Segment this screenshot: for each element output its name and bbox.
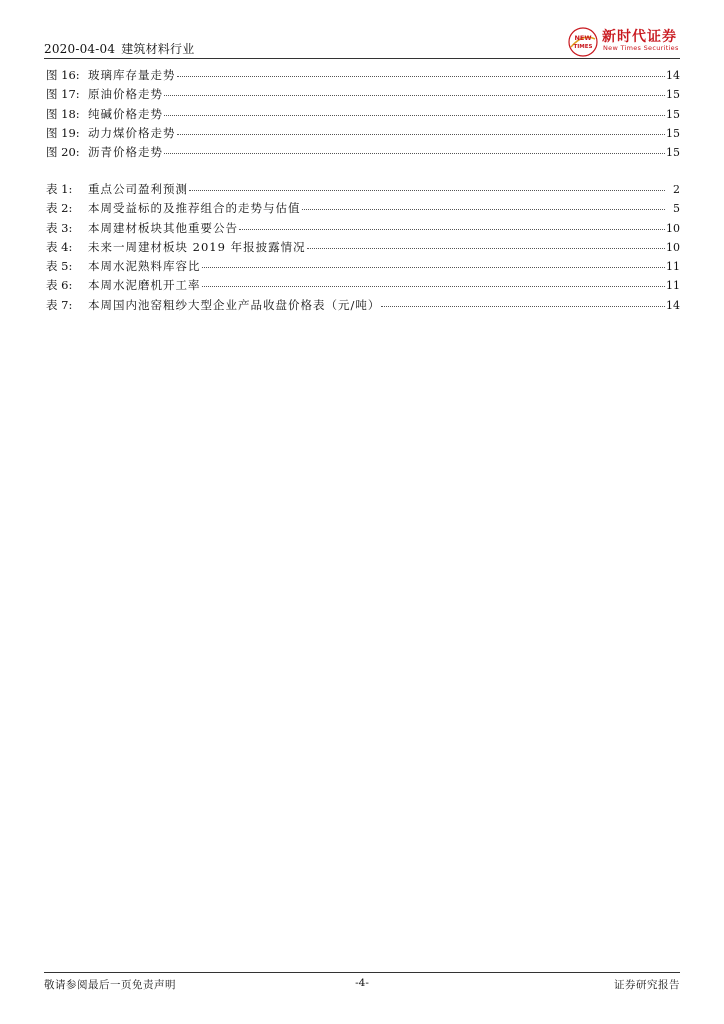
logo-mark-bottom: TIMES — [573, 44, 593, 50]
page-footer — [44, 974, 680, 994]
toc-entry-figure-18[interactable] — [46, 105, 680, 124]
toc-label: 表 3: — [46, 220, 73, 235]
toc-page-number: 14 — [666, 69, 680, 82]
toc-title: 本周国内池窑粗纱大型企业产品收盘价格表（元/吨） — [88, 297, 381, 312]
toc-title: 玻璃库存量走势 — [88, 68, 176, 82]
toc-title: 纯碱价格走势 — [88, 106, 163, 121]
toc-page-number: 15 — [666, 88, 680, 102]
toc-page-number: 5 — [673, 202, 680, 216]
figure-list — [46, 66, 680, 162]
toc-leader — [381, 305, 665, 307]
toc-title: 本周水泥熟料库容比 — [88, 259, 201, 274]
footer-report-type: 证券研究报告 — [614, 979, 680, 991]
toc-entry-table-5[interactable] — [46, 257, 680, 276]
toc-leader — [164, 152, 665, 154]
toc-entry-table-1[interactable] — [46, 180, 680, 199]
toc-entry-figure-17[interactable] — [46, 85, 680, 104]
table-list — [46, 180, 680, 315]
toc-page-number: 15 — [666, 126, 680, 140]
toc-label: 表 5: — [46, 259, 73, 274]
toc-label: 图 18: — [46, 106, 80, 121]
toc-label: 表 4: — [46, 239, 73, 254]
toc-entry-table-6[interactable] — [46, 276, 680, 295]
toc-label: 图 16: — [46, 68, 80, 82]
toc-leader — [307, 247, 665, 249]
toc-page-number: 11 — [666, 279, 680, 293]
toc-title: 未来一周建材板块 2019 年报披露情况 — [88, 239, 306, 254]
toc-label: 表 7: — [46, 297, 73, 312]
toc-entry-figure-16[interactable] — [46, 66, 680, 85]
toc-leader — [302, 208, 666, 210]
toc-entry-figure-19[interactable] — [46, 124, 680, 143]
toc-entry-table-7[interactable] — [46, 296, 680, 315]
toc-leader — [239, 228, 665, 230]
toc-title: 本周水泥磨机开工率 — [88, 278, 201, 293]
toc-title: 重点公司盈利预测 — [88, 182, 188, 196]
toc-entry-table-2[interactable] — [46, 199, 680, 218]
toc-label: 表 1: — [46, 182, 73, 196]
toc-title: 原油价格走势 — [88, 87, 163, 102]
toc-entry-table-4[interactable] — [46, 238, 680, 257]
company-logo — [568, 24, 680, 58]
toc-leader — [177, 75, 666, 77]
toc-title: 动力煤价格走势 — [88, 125, 176, 140]
footer-divider — [44, 972, 680, 973]
footer-page-number: -4- — [355, 977, 369, 989]
header-title — [44, 40, 194, 57]
toc-title: 本周建材板块其他重要公告 — [88, 220, 238, 235]
toc-leader — [177, 133, 666, 135]
toc-entry-figure-20[interactable] — [46, 143, 680, 162]
page-header — [44, 24, 680, 60]
header-industry: 建筑材料行业 — [121, 42, 195, 56]
toc-page-number: 10 — [666, 240, 680, 254]
toc-label: 图 17: — [46, 87, 80, 102]
header-divider — [44, 58, 680, 59]
header-date: 2020-04-04 — [44, 42, 116, 56]
toc-leader — [202, 266, 666, 268]
footer-disclaimer: 敬请参阅最后一页免责声明 — [44, 979, 176, 991]
toc-page-number: 2 — [673, 183, 680, 196]
toc-page-number: 11 — [666, 260, 680, 274]
logo-mark-top: NEW — [574, 34, 592, 42]
toc-title: 本周受益标的及推荐组合的走势与估值 — [88, 201, 301, 216]
logo-name-cn: 新时代证券 — [602, 29, 677, 45]
toc-title: 沥青价格走势 — [88, 145, 163, 160]
toc-leader — [202, 285, 666, 287]
logo-name-en: New Times Securities — [603, 44, 679, 52]
toc-leader — [164, 94, 665, 96]
logo-mark-icon — [568, 27, 598, 57]
toc-label: 图 20: — [46, 145, 80, 160]
toc-leader — [189, 189, 665, 191]
toc-page-number: 15 — [666, 146, 680, 160]
toc-label: 图 19: — [46, 125, 80, 140]
toc-label: 表 2: — [46, 201, 73, 216]
toc-label: 表 6: — [46, 278, 73, 293]
toc-entry-table-3[interactable] — [46, 219, 680, 238]
toc-page-number: 10 — [666, 221, 680, 235]
toc-page-number: 14 — [666, 298, 680, 312]
toc-page-number: 15 — [666, 107, 680, 121]
toc-leader — [164, 114, 665, 116]
